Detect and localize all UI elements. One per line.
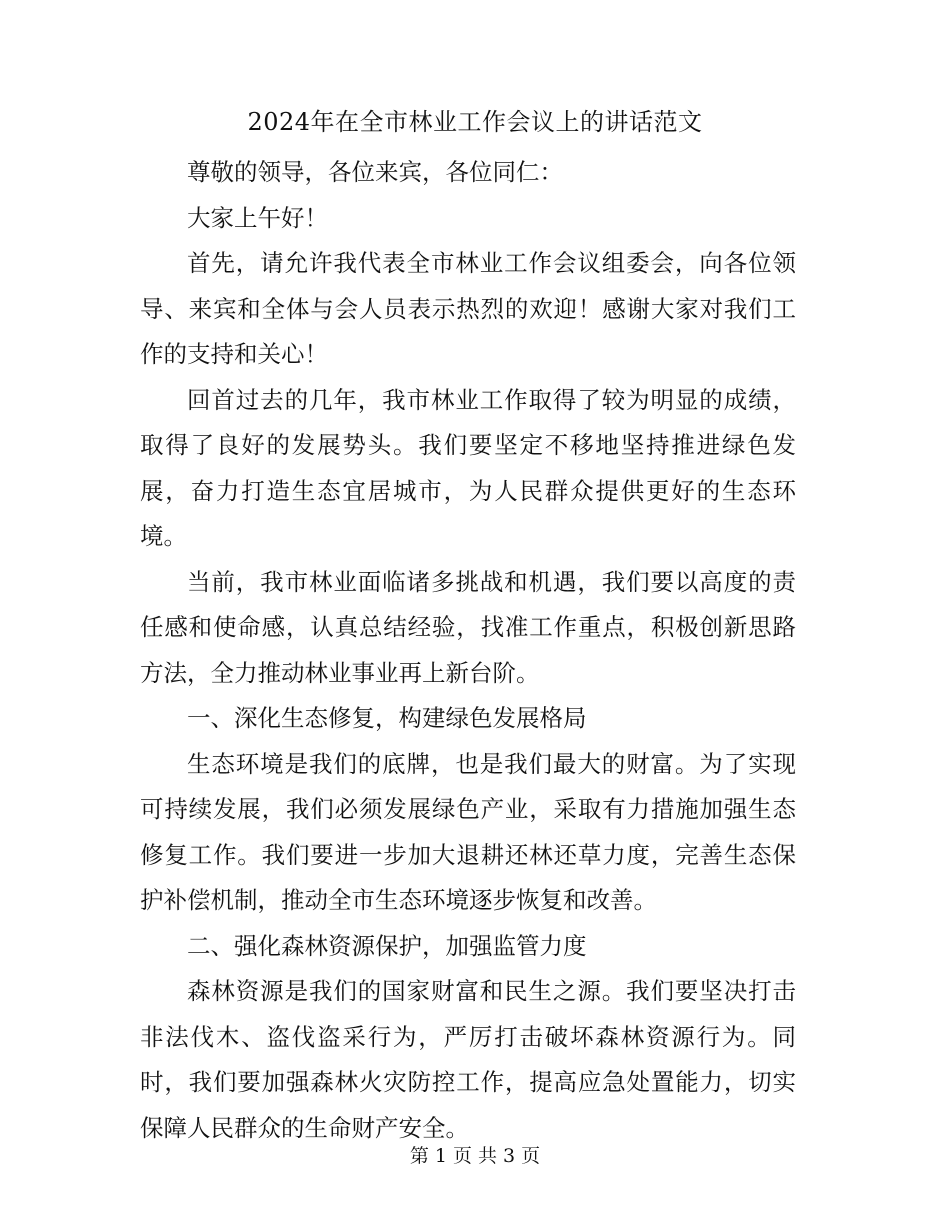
page-footer: 第 1 页 共 3 页: [409, 1145, 541, 1167]
section-heading-2: 二、强化森林资源保护，加强监管力度: [187, 931, 587, 960]
paragraph-section-2: 森林资源是我们的国家财富和民生之源。我们要坚决打击非法伐木、盗伐盗采行为，严厉打击破坏森林资源行为。同时，我们要加强森林火灾防控工作，提高应急处置能力，切实保障人民群众的生命财产安全。: [140, 977, 796, 1142]
paragraph-greeting: 大家上午好！: [187, 203, 328, 232]
paragraph-salutation: 尊敬的领导，各位来宾，各位同仁：: [187, 158, 563, 186]
paragraph-current: 当前，我市林业面临诸多挑战和机遇，我们要以高度的责任感和使命感，认真总结经验，找准工作重点，积极创新思路方法，全力推动林业事业再上新台阶。: [140, 567, 796, 687]
paragraph-welcome: 首先，请允许我代表全市林业工作会议组委会，向各位领导、来宾和全体与会人员表示热烈的欢迎！感谢大家对我们工作的支持和关心！: [140, 249, 796, 368]
document-body: [140, 150, 796, 1151]
paragraph-review: 回首过去的几年，我市林业工作取得了较为明显的成绩，取得了良好的发展势头。我们要坚定不移地坚持推进绿色发展，奋力打造生态宜居城市，为人民群众提供更好的生态环境。: [140, 385, 796, 550]
section-heading-1: 一、深化生态修复，构建绿色发展格局: [187, 704, 587, 732]
document-title: 2024年在全市林业工作会议上的讲话范文: [247, 108, 703, 136]
paragraph-section-1: 生态环境是我们的底牌，也是我们最大的财富。为了实现可持续发展，我们必须发展绿色产业，采取有力措施加强生态修复工作。我们要进一步加大退耕还林还草力度，完善生态保护补偿机制，推动全市生态环境逐步恢复和改善。: [140, 749, 796, 914]
